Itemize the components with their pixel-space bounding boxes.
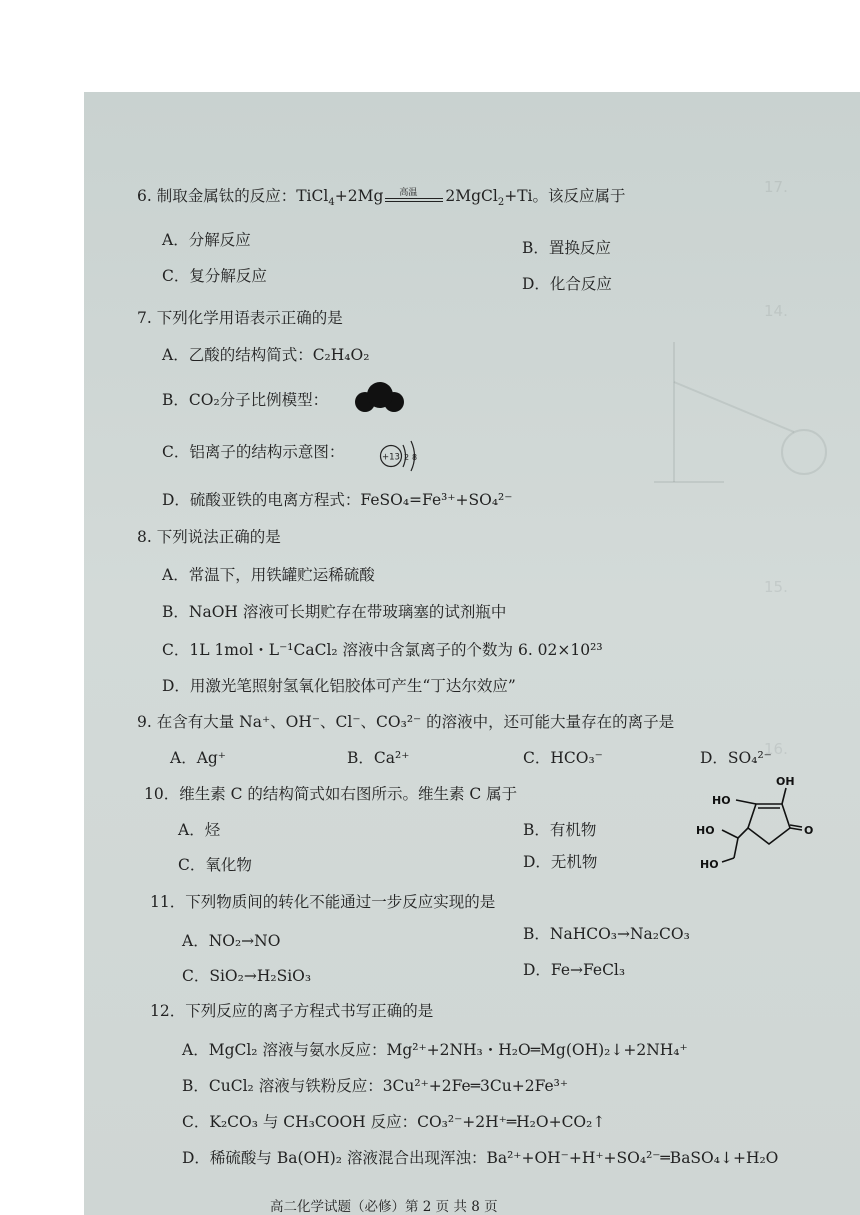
q9-option-a: A．Ag⁺ <box>170 749 226 767</box>
co2-space-filling-model-icon <box>352 380 408 414</box>
vc-oh-label: OH <box>776 775 795 788</box>
q6-option-a: A．分解反应 <box>162 231 251 249</box>
q10-stem: 10．维生素 C 的结构简式如右图所示。维生素 C 属于 <box>144 785 518 803</box>
q6-option-d: D．化合反应 <box>522 275 612 293</box>
vc-ho-label-3: HO <box>700 858 719 871</box>
q7-option-b: B．CO₂分子比例模型： <box>162 391 329 409</box>
bleed-through: 16. <box>764 740 788 758</box>
q11-stem: 11．下列物质间的转化不能通过一步反应实现的是 <box>150 893 496 911</box>
q7-stem: 7. 下列化学用语表示正确的是 <box>137 309 343 327</box>
q12-option-b: B．CuCl₂ 溶液与铁粉反应：3Cu²⁺+2Fe═3Cu+2Fe³⁺ <box>182 1077 569 1095</box>
bleed-through: 14. <box>764 302 788 320</box>
q6-stem-part: 2MgCl <box>445 187 498 205</box>
q8-option-d: D．用激光笔照射氢氧化铝胶体可产生“丁达尔效应” <box>162 677 516 695</box>
al-shell-2: 8 <box>412 453 418 462</box>
q10-option-c: C．氧化物 <box>178 856 252 874</box>
q12-option-c: C．K₂CO₃ 与 CH₃COOH 反应：CO₃²⁻+2H⁺═H₂O+CO₂↑ <box>182 1113 606 1131</box>
vc-ho-label-2: HO <box>696 824 715 837</box>
q6-stem-part: +2Mg <box>334 187 384 205</box>
q7-option-a: A．乙酸的结构简式：C₂H₄O₂ <box>162 346 370 364</box>
q10-option-a: A．烃 <box>178 821 221 839</box>
q9-option-d: D．SO₄²⁻ <box>700 749 772 767</box>
q6-option-c: C．复分解反应 <box>162 267 267 285</box>
bleed-through-apparatus <box>644 322 844 492</box>
q10-option-b: B．有机物 <box>523 821 597 839</box>
q6-stem-sub: 2 <box>497 197 505 209</box>
q9-stem: 9. 在含有大量 Na⁺、OH⁻、Cl⁻、CO₃²⁻ 的溶液中，还可能大量存在的离子是 <box>137 713 675 731</box>
q6-reaction-condition <box>383 187 445 207</box>
q8-stem: 8. 下列说法正确的是 <box>137 528 281 546</box>
q6-stem-part: +Ti。该反应属于 <box>504 187 626 205</box>
q12-option-a: A．MgCl₂ 溶液与氨水反应：Mg²⁺+2NH₃・H₂O═Mg(OH)₂↓+2NH₄⁺ <box>182 1041 688 1059</box>
bleed-through: 17. <box>764 178 788 196</box>
q10-option-d: D．无机物 <box>523 853 598 871</box>
vc-carbonyl-o-label: O <box>804 824 814 837</box>
q6-stem-sub: 4 <box>328 197 335 209</box>
q11-option-b: B．NaHCO₃→Na₂CO₃ <box>523 925 690 943</box>
bleed-through: 15. <box>764 578 788 596</box>
q9-option-b: B．Ca²⁺ <box>347 749 410 767</box>
q9-option-c: C．HCO₃⁻ <box>523 749 603 767</box>
q12-stem: 12．下列反应的离子方程式书写正确的是 <box>150 1002 434 1020</box>
aluminum-ion-structure-icon <box>374 436 424 476</box>
q7-option-c: C．铝离子的结构示意图： <box>162 443 345 461</box>
q8-option-b: B．NaOH 溶液可长期贮存在带玻璃塞的试剂瓶中 <box>162 603 507 621</box>
q8-option-a: A．常温下，用铁罐贮运稀硫酸 <box>162 566 375 584</box>
al-shell-1: 2 <box>404 453 410 462</box>
q8-option-c: C．1L 1mol・L⁻¹CaCl₂ 溶液中含氯离子的个数为 6. 02×10²³ <box>162 641 603 659</box>
q7-option-d: D．硫酸亚铁的电离方程式：FeSO₄=Fe³⁺+SO₄²⁻ <box>162 491 513 509</box>
vc-ho-label-1: HO <box>712 794 731 807</box>
q6-stem-part: 6. 制取金属钛的反应：TiCl <box>137 187 329 205</box>
q11-option-d: D．Fe→FeCl₃ <box>523 961 626 979</box>
q6-condition-text: 高温 <box>399 188 418 198</box>
al-nucleus-label: +13 <box>382 452 400 463</box>
vitamin-c-structure-icon <box>694 772 824 878</box>
q6-stem <box>137 186 626 213</box>
q11-option-a: A．NO₂→NO <box>182 932 281 950</box>
page-footer: 高二化学试题（必修）第 2 页 共 8 页 <box>270 1199 498 1215</box>
q6-option-b: B．置换反应 <box>522 239 611 257</box>
q12-option-d: D．稀硫酸与 Ba(OH)₂ 溶液混合出现浑浊：Ba²⁺+OH⁻+H⁺+SO₄²⁻═BaSO₄↓+H₂O <box>182 1149 779 1167</box>
q11-option-c: C．SiO₂→H₂SiO₃ <box>182 967 312 985</box>
